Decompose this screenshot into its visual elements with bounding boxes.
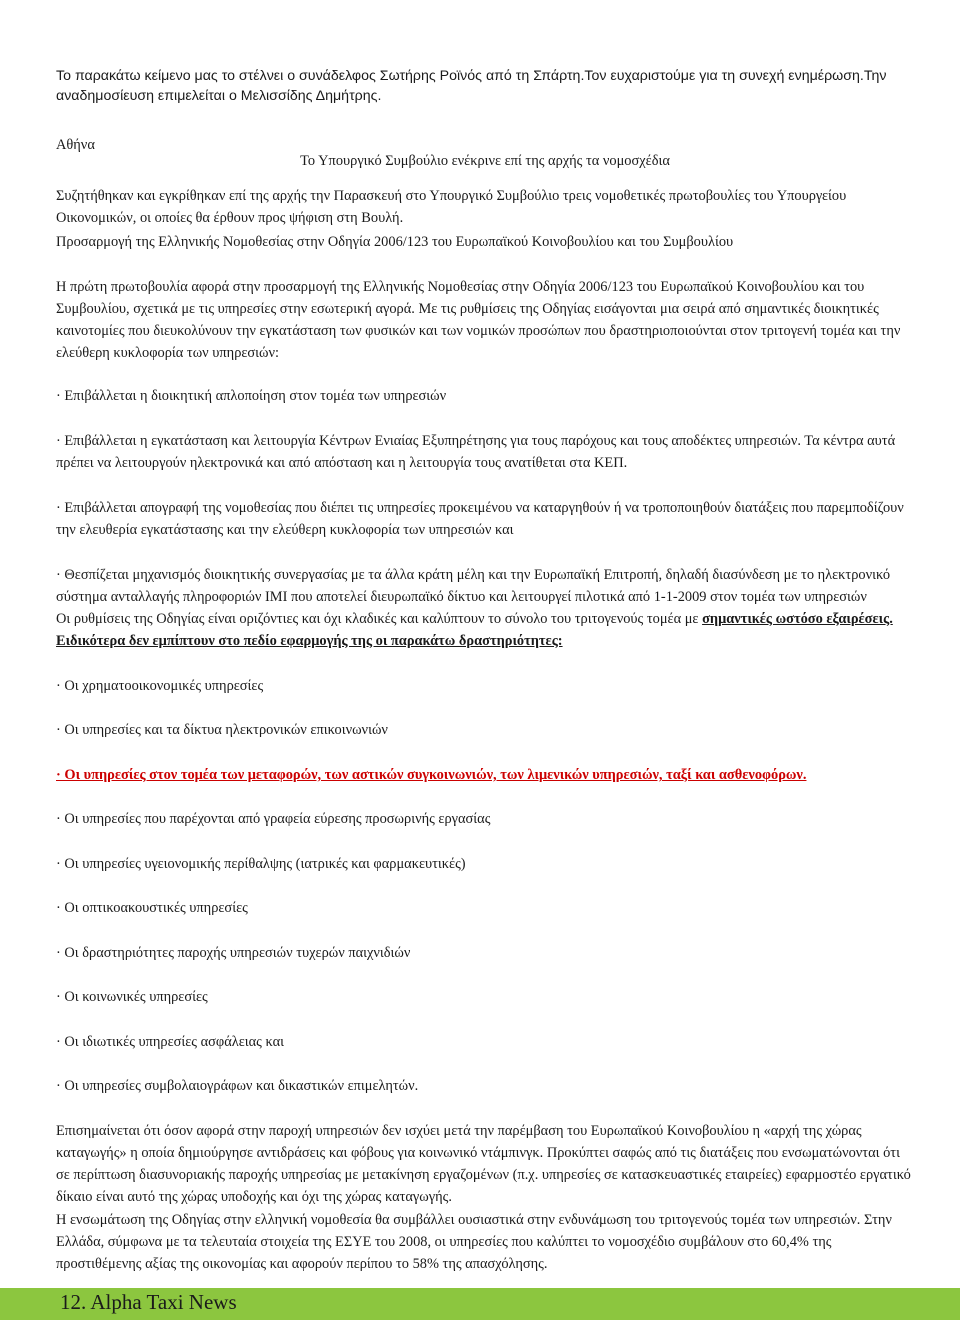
dateline-city: Αθήνα: [56, 137, 95, 153]
exclusion-security: · Οι ιδιωτικές υπηρεσίες ασφάλειας και: [56, 1034, 285, 1050]
exclusion-social: · Οι κοινωνικές υπηρεσίες: [56, 989, 208, 1005]
exclusion-notaries: · Οι υπηρεσίες συμβολαιογράφων και δικαστικών επιμελητών.: [56, 1078, 419, 1094]
exclusion-transport-highlight: · Οι υπηρεσίες στον τομέα των μεταφορών, των αστικών συγκοινωνιών, των λιμενικών υπηρεσιών, ταξί και ασθενοφόρων.: [56, 767, 807, 783]
horizontal-rules-text: Οι ρυθμίσεις της Οδηγίας είναι οριζόντιες και όχι κλαδικές και καλύπτουν το σύνολο του τριτογενούς τομέα με: [56, 611, 703, 627]
article-heading: Το Υπουργικό Συμβούλιο ενέκρινε επί της αρχής τα νομοσχέδια: [300, 153, 670, 169]
footer-page-label: 12. Alpha Taxi News: [60, 1290, 237, 1314]
exclusion-temp-work: · Οι υπηρεσίες που παρέχονται από γραφεία εύρεσης προσωρινής εργασίας: [56, 811, 491, 827]
paragraph-first-initiative: Η πρώτη πρωτοβουλία αφορά στην προσαρμογή της Ελληνικής Νομοθεσίας στην Οδηγία 2006/123 του Ευρωπαϊκού Κοινοβουλίου και του Συμβουλίου, σχετικά με τις υπηρεσίες στην εσωτερική αγορά. Με τις ρυθμίσεις της Οδηγίας εισάγονται μια σειρά από σημαντικές διοικητικές καινοτομίες που διευκολύνουν την εγκατάσταση των φυσικών και των νομικών προσώπων που δραστηριοποιούνται στον τριτογενή τομέα και την ελεύθερη κυκλοφορία των υπηρεσιών:: [56, 279, 901, 361]
paragraph-approval: Συζητήθηκαν και εγκρίθηκαν επί της αρχής την Παρασκευή στο Υπουργικό Συμβούλιο τρεις νομοθετικές πρωτοβουλίες του Υπουργείου Οικονομικών, οι οποίες θα έρθουν προς ψήφιση στη Βουλή.: [56, 188, 847, 226]
exceptions-emphasis: σημαντικές ωστόσο εξαιρέσεις.: [702, 611, 893, 627]
bullet-service-centers: · Επιβάλλεται η εγκατάσταση και λειτουργία Κέντρων Ενιαίας Εξυπηρέτησης για τους παρόχους και τους αποδέκτες υπηρεσιών. Τα κέντρα αυτά πρέπει να λειτουργούν ηλεκτρονικά και από απόσταση και η λειτουργία τους ανατίθεται στα ΚΕΠ.: [56, 433, 896, 471]
exclusion-audiovisual: · Οι οπτικοακουστικές υπηρεσίες: [56, 900, 248, 916]
bullet-legislation-inventory: · Επιβάλλεται απογραφή της νομοθεσίας που διέπει τις υπηρεσίες προκειμένου να καταργηθούν ή να τροποποιηθούν διατάξεις που παρεμποδίζουν την ελευθερία εγκατάστασης και την ελεύθερη κυκλοφορία των υπηρεσιών και: [56, 500, 904, 538]
paragraph-country-of-origin: Επισημαίνεται ότι όσον αφορά στην παροχή υπηρεσιών δεν ισχύει μετά την παρέμβαση του Ευρωπαϊκού Κοινοβουλίου η «αρχή της χώρας καταγωγής» η οποία δημιούργησε αντιδράσεις και φόβους για κοινωνικό ντάμπινγκ. Προκύπτει σαφώς από τις διατάξεις που ενσωματώνονται ότι σε περίπτωση διασυνοριακής παροχής υπηρεσίας με μετακίνηση εργαζομένων (π.χ. υπηρεσίες σε κατασκευαστικές εταιρείες) εφαρμοστέο εργατικό δίκαιο είναι αυτό της χώρας υποδοχής και όχι της χώρας καταγωγής.: [56, 1123, 911, 1205]
intro-note: Το παρακάτω κείμενο μας το στέλνει ο συνάδελφος Σωτήρης Ροϊνός από τη Σπάρτη.Τον ευχαριστούμε για τη συνεχή ενημέρωση.Την αναδημοσίευση επιμελείται ο Μελισσίδης Δημήτρης.: [56, 68, 887, 104]
section-title-directive: Προσαρμογή της Ελληνικής Νομοθεσίας στην Οδηγία 2006/123 του Ευρωπαϊκού Κοινοβουλίου και του Συμβουλίου: [56, 234, 734, 250]
paragraph-greece-impact: Η ενσωμάτωση της Οδηγίας στην ελληνική νομοθεσία θα συμβάλλει ουσιαστικά στην ενδυνάμωση του τριτογενούς τομέα των υπηρεσιών. Στην Ελλάδα, σύμφωνα με τα τελευταία στοιχεία της ΕΣΥΕ του 2008, οι υπηρεσίες που καλύπτει το νομοσχέδιο συμβάλουν στο 60,4% της προστιθέμενης αξίας της οικονομίας και αφορούν περίπου το 58% της απασχόλησης.: [56, 1212, 892, 1272]
bullet-cooperation-mechanism: · Θεσπίζεται μηχανισμός διοικητικής συνεργασίας με τα άλλα κράτη μέλη και την Ευρωπαϊκή Επιτροπή, δηλαδή διασύνδεση με το ηλεκτρονικό σύστημα ανταλλαγής πληροφοριών IMI που αποτελεί διευρωπαϊκό δίκτυο και λειτουργεί πιλοτικά από 1-1-2009 στον τομέα των υπηρεσιών: [56, 567, 891, 605]
exclusion-healthcare: · Οι υπηρεσίες υγειονομικής περίθαλψης (ιατρικές και φαρμακευτικές): [56, 856, 466, 872]
footer-band: [0, 1288, 960, 1320]
exclusions-heading: Ειδικότερα δεν εμπίπτουν στο πεδίο εφαρμογής της οι παρακάτω δραστηριότητες:: [56, 633, 563, 649]
article: [56, 66, 914, 1272]
exclusion-financial: · Οι χρηματοοικονομικές υπηρεσίες: [56, 678, 264, 694]
exclusion-electronic-comms: · Οι υπηρεσίες και τα δίκτυα ηλεκτρονικών επικοινωνιών: [56, 722, 388, 738]
bullet-simplification: · Επιβάλλεται η διοικητική απλοποίηση στον τομέα των υπηρεσιών: [56, 388, 447, 404]
exclusion-gambling: · Οι δραστηριότητες παροχής υπηρεσιών τυχερών παιχνιδιών: [56, 945, 411, 961]
paragraph-horizontal-rules: [56, 608, 893, 630]
